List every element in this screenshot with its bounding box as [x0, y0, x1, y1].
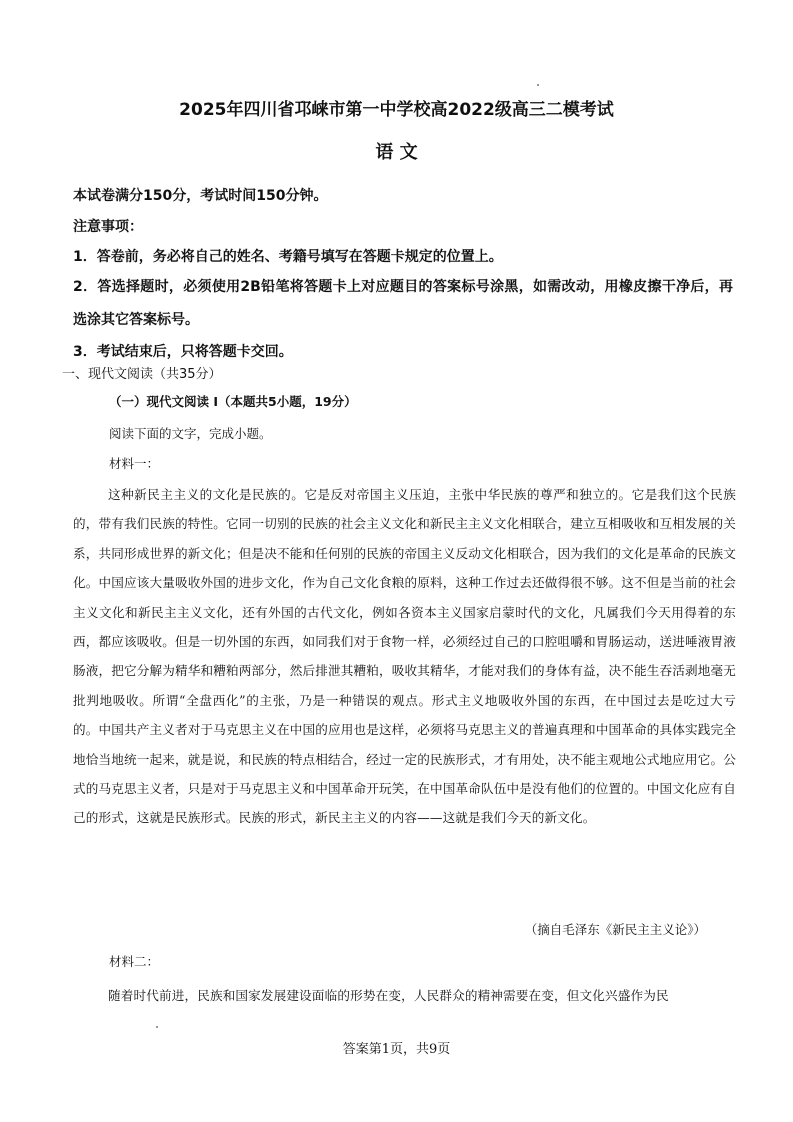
- reading-prompt: 阅读下面的文字，完成小题。: [109, 426, 272, 441]
- notice-item-3: 3．考试结束后，只将答题卡交回。: [73, 344, 293, 360]
- notice-heading: 注意事项：: [73, 219, 143, 235]
- notice-item-1: 1．答卷前，务必将自己的姓名、考籍号填写在答题卡规定的位置上。: [73, 249, 503, 265]
- material-two-label: 材料二：: [109, 954, 160, 969]
- section-heading: 一、现代文阅读（共35分）: [62, 367, 222, 382]
- subsection-heading: （一）现代文阅读 I（本题共5小题，19分）: [109, 394, 357, 409]
- notice-item-2: 2．答选择题时，必须使用2B铅笔将答题卡上对应题目的答案标号涂黑，如需改动，用橡皮擦干净后，再选涂其它答案标号。: [73, 279, 733, 328]
- material-one-label: 材料一：: [109, 456, 160, 471]
- scan-speck: [156, 1026, 158, 1028]
- material-one-source: （摘自毛泽东《新民主主义论》）: [524, 922, 706, 937]
- material-two-text: 随着时代前进，民族和国家发展建设面临的形势在变，人民群众的精神需要在变，但文化兴盛作为民: [108, 988, 669, 1003]
- page-footer: 答案第1页，共9页: [342, 1042, 451, 1057]
- material-one-text: 这种新民主主义的文化是民族的。它是反对帝国主义压迫，主张中华民族的尊严和独立的。它是我们这个民族的，带有我们民族的特性。它同一切别的民族的社会主义文化和新民主主义文化相联合，建立互相吸收和互相发展的关系，共同形成世界的新文化；但是决不能和任何别的民族的帝国主义反动文化相联合，因为我们的文化是革命的民族文化。中国应该大量吸收外国的进步文化，作为自己文化食粮的原料，这种工作过去还做得很不够。这不但是当前的社会主义文化和新民主主义文化，还有外国的古代文化，例如各资本主义国家启蒙时代的文化，凡属我们今天用得着的东西，都应该吸收。但是一切外国的东西，如同我们对于食物一样，必须经过自己的口腔咀嚼和胃肠运动，送进唾液胃液肠液，把它分解为精华和糟粕两部分，然后排泄其糟粕，吸收其精华，才能对我们的身体有益，决不能生吞活剥地毫无批判地吸收。所谓“全盘西化”的主张，乃是一种错误的观点。形式主义地吸收外国的东西，在中国过去是吃过大亏的。中国共产主义者对于马克思主义在中国的应用也是这样，必须将马克思主义的普遍真理和中国革命的具体实践完全地恰当地统一起来，就是说，和民族的特点相结合，经过一定的民族形式，才有用处，决不能主观地公式地应用它。公式的马克思主义者，只是对于马克思主义和中国革命开玩笑，在中国革命队伍中是没有他们的位置的。中国文化应有自己的形式，这就是民族形式。民族的形式，新民主主义的内容——这就是我们今天的新文化。: [73, 487, 736, 826]
- exam-title: 2025年四川省邛崃市第一中学校高2022级高三二模考试: [179, 100, 614, 120]
- subject-title: 语 文: [375, 142, 418, 163]
- score-time-line: 本试卷满分150分，考试时间150分钟。: [73, 188, 328, 204]
- scan-speck: [537, 84, 539, 86]
